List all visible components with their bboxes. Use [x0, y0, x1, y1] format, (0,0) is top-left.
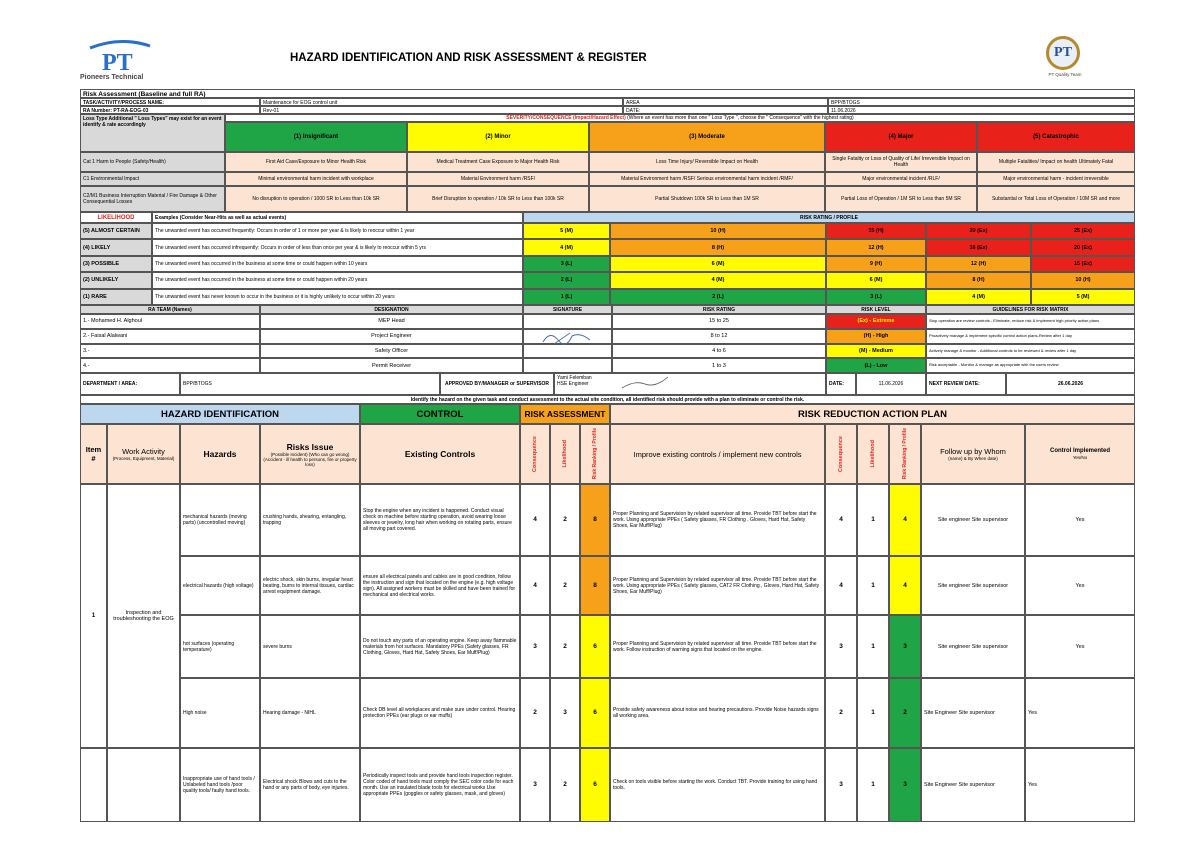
col-implemented-title: Control Implemented — [1049, 448, 1110, 454]
consequence-value: 2 — [520, 678, 550, 748]
col-risks-title: Risks Issue — [286, 441, 334, 452]
approver-name: Yami Felemban — [557, 375, 592, 381]
severity-cell: Single Fatality or Loss of Quality of Life/ Irreversible Impact on Health — [825, 152, 977, 172]
likelihood-value: 2 — [550, 615, 580, 678]
col-item: Item # — [80, 424, 107, 484]
severity-banner — [225, 114, 1135, 122]
item-number: 1 — [80, 484, 107, 748]
risk-guideline: Stop operation are review controls - Eliminate, reduce risk & implement high priority action plans — [926, 314, 1135, 329]
risk-rating-cell: 4 (M) — [523, 239, 610, 255]
likelihood-header: LIKELIHOOD — [80, 212, 152, 223]
section-risk-assessment: RISK ASSESSMENT — [520, 404, 610, 424]
severity-cell: Partial Shutdown 100k SR to Less than 1M SR — [589, 186, 825, 212]
quality-logo-text: PT — [1054, 45, 1072, 60]
severity-level: (1) Insignificant — [225, 122, 407, 152]
severity-cell: Partial Loss of Operation / 1M SR to Less than 5M SR — [825, 186, 977, 212]
risk-level: (M) - Medium — [826, 344, 926, 359]
likelihood-level: (3) POSSIBLE — [80, 256, 152, 272]
risk-guideline: Proactively manage & implement specific control action plans-Review after 1 day — [926, 329, 1135, 344]
risk-issue: Hearing damage - NIHL — [260, 678, 360, 748]
residual-likelihood: 1 — [857, 615, 889, 678]
residual-consequence: 4 — [825, 484, 857, 556]
risk-rating-cell: 2 (L) — [523, 272, 610, 288]
signature-mark — [540, 328, 595, 348]
item-number — [80, 748, 107, 822]
team-rating-header: RISK RATING — [612, 305, 826, 314]
col-existing: Existing Controls — [360, 424, 520, 484]
team-level-header: RISK LEVEL — [826, 305, 926, 314]
risk-rating-cell: 5 (M) — [1031, 289, 1135, 305]
loss-type-intro: Loss Type Additional " Loss Types" may exist for an event identify & rate accordingly — [80, 114, 225, 152]
consequence-value: 4 — [520, 484, 550, 556]
col-ranking-2 — [889, 424, 921, 484]
team-guide-header: GUIDELINES FOR RISK MATRIX — [926, 305, 1135, 314]
likelihood-desc: The unwanted event has occurred in the business at some time or could happen within 10 years — [152, 256, 523, 272]
quality-logo — [1046, 36, 1080, 70]
risk-issue: severe burns — [260, 615, 360, 678]
residual-consequence: 4 — [825, 556, 857, 615]
date-label: DATE: — [623, 106, 828, 114]
control-implemented: Yes — [1025, 748, 1135, 822]
team-member-designation: MEP Head — [260, 314, 523, 329]
severity-cell: Substantial or Total Loss of Operation / 10M SR and more — [977, 186, 1135, 212]
severity-cell: No disruption to operation / 1000 SR to Less than 10k SR — [225, 186, 407, 212]
review-label: NEXT REVIEW DATE: — [926, 373, 1006, 395]
residual-likelihood: 1 — [857, 556, 889, 615]
company-name: Pioneers Technical — [80, 74, 144, 81]
work-activity: Inspection and troubleshooting the EOG — [107, 484, 180, 748]
hazard-description: electrical hazards (high voltage) — [180, 556, 260, 615]
risk-rating-cell: 8 (H) — [610, 239, 826, 255]
severity-cell: Minimal environmental harm incident with workplace — [225, 172, 407, 186]
risk-rating-cell: 4 (M) — [926, 289, 1031, 305]
risk-ranking-value: 6 — [580, 615, 610, 678]
risk-rating-cell: 3 (L) — [523, 256, 610, 272]
team-desig-header: DESIGNATION — [260, 305, 523, 314]
improved-controls: Provide safety awareness about noise and hearing precautions. Provide Noise hazards signs all working area. — [610, 678, 825, 748]
existing-controls: Periodically inspect tools and provide hand tools inspection register. Color coded of hand tools must comply the SEC color code for each month. Use an insulated blade tools for electrical works Use appropriate PPEs (goggles or safety glasses, mask, and gloves) — [360, 748, 520, 822]
severity-cell: Loss Time Injury/ Reversible Impact on Health — [589, 152, 825, 172]
likelihood-examples-header: Examples (Consider Near-Hits as well as actual events) — [152, 212, 523, 223]
control-implemented: Yes — [1025, 678, 1135, 748]
severity-cell: Material Environment harm /RSF/ — [407, 172, 589, 186]
ra-rev: Rev-01 — [260, 106, 623, 114]
approval-date-value: 11.06.2026 — [856, 373, 926, 395]
risk-ranking-value: 6 — [580, 678, 610, 748]
col-risks-sub: (Possible Incident) (Who can go wrong) (Accident - ill health to persons, fire or property loss) — [263, 451, 357, 467]
approval-date-label: DATE: — [826, 373, 856, 395]
residual-consequence: 3 — [825, 748, 857, 822]
instruction-banner: Identify the hazard on the given task and conduct assessment to the actual site condition, all identified risk should provide with a plan to eliminate or control the risk. — [80, 395, 1135, 404]
likelihood-level: (4) LIKELY — [80, 239, 152, 255]
risk-rating-cell: 10 (H) — [1031, 272, 1135, 288]
team-member-name: 2.- Faisal Alalwani — [80, 329, 260, 344]
col-activity-title: Work Activity — [122, 446, 165, 456]
likelihood-level: (1) RARE — [80, 289, 152, 305]
section-hazard-id: HAZARD IDENTIFICATION — [80, 404, 360, 424]
existing-controls: Do not touch any parts of an operating engine. Keep away flammable materials from hot surfaces. Mandatory PPEs (Safety glasses, FR Clothing, Gloves, Hard Hat, Safety Shoes, Ear Muff/Plug) — [360, 615, 520, 678]
col-risks — [260, 424, 360, 484]
approver — [554, 373, 826, 395]
control-implemented: Yes — [1025, 615, 1135, 678]
date-value: 11.06.2026 — [828, 106, 1135, 114]
loss-type: Cat 1 Harm to People (Safety/Health) — [80, 152, 225, 172]
control-implemented: Yes — [1025, 484, 1135, 556]
risk-rating-cell: 12 (H) — [826, 239, 926, 255]
team-member-signature — [523, 314, 612, 329]
risk-rating-range: 1 to 3 — [612, 358, 826, 373]
risk-rating-cell: 25 (Ex) — [1031, 223, 1135, 239]
team-member-name: 1.- Mohamed H. Alghoul — [80, 314, 260, 329]
residual-ranking: 4 — [889, 556, 921, 615]
improved-controls: Check on tools visible before starting the work. Conduct TBT. Provide training for using hand tools. — [610, 748, 825, 822]
likelihood-level: (2) UNLIKELY — [80, 272, 152, 288]
severity-cell: Major environmental harm - incident irreversible — [977, 172, 1135, 186]
col-consequence-label: Consequence — [532, 435, 538, 473]
residual-consequence: 3 — [825, 615, 857, 678]
risk-rating-cell: 10 (H) — [610, 223, 826, 239]
work-activity — [107, 748, 180, 822]
existing-controls: Stop the engine when any incident is happened. Conduct visual check on machine before starting operation, avoid wearing loose sleeves or jewelry, long hair when working on rotating parts, ensure all moving part covered. — [360, 484, 520, 556]
severity-level: (4) Major — [825, 122, 977, 152]
team-member-designation: Project Engineer — [260, 329, 523, 344]
risk-issue: Electrical shock Blows and cuts to the hand or any parts of body, eye injuries. — [260, 748, 360, 822]
col-activity-sub: (Process, Equipment, Material) — [112, 455, 175, 461]
severity-cell: Multiple Fatalities/ Impact on health Ultimately Fatal — [977, 152, 1135, 172]
follow-up-by: Site Engineer Site supervisor — [921, 678, 1025, 748]
approver-role: HSE Engineer — [557, 381, 589, 387]
col-likelihood — [550, 424, 580, 484]
severity-cell: Material Environment harm /RSF/ Serious environmental harm incident /RMF/ — [589, 172, 825, 186]
severity-level: (5) Catastrophic — [977, 122, 1135, 152]
risk-rating-cell: 1 (L) — [523, 289, 610, 305]
col-followup-title: Follow up by Whom — [940, 446, 1006, 456]
col-activity — [107, 424, 180, 484]
dept-value: BPP/BTOGS — [180, 373, 440, 395]
col-likelihood-2-label: Likelihood — [870, 440, 876, 468]
risk-ranking-value: 8 — [580, 556, 610, 615]
risk-level: (L) - Low — [826, 358, 926, 373]
follow-up-by: Site engineer Site supervisor — [921, 556, 1025, 615]
company-short: PT — [102, 50, 133, 76]
likelihood-level: (5) ALMOST CERTAIN — [80, 223, 152, 239]
risk-profile-header: RISK RATING / PROFILE — [523, 212, 1135, 223]
page-title: HAZARD IDENTIFICATION AND RISK ASSESSMENT & REGISTER — [290, 52, 647, 64]
risk-level: (Ex) - Extreme — [826, 314, 926, 329]
section-control: CONTROL — [360, 404, 520, 424]
task-label: TASK/ACTIVITY/PROCESS NAME: — [80, 98, 260, 106]
risk-issue: electric shock, skin burns, irregular heart beating, burns to internal tissues, cardiac arrest equipment damage. — [260, 556, 360, 615]
existing-controls: ensure all electrical panels and cables are in good condition, follow the instruction and sign that located on the engine (e.g. high voltage sign). All assigned workers must be skilled and have been trained for mechanical and electrical works. — [360, 556, 520, 615]
residual-consequence: 2 — [825, 678, 857, 748]
residual-likelihood: 1 — [857, 484, 889, 556]
col-likelihood-2 — [857, 424, 889, 484]
team-name-header: RA TEAM (Names) — [80, 305, 260, 314]
loss-type: C1 Environmental Impact — [80, 172, 225, 186]
likelihood-desc: The unwanted event has occurred infrequently: Occurs in order of less than once per year & is likely to reoccur within 5 yrs — [152, 239, 523, 255]
risk-guideline: Actively manage & monitor - Additional controls to be reviewed & review after 1 day — [926, 344, 1135, 359]
area-value: BPP/BTOGS — [828, 98, 1135, 106]
risk-rating-cell: 4 (M) — [610, 272, 826, 288]
col-followup-sub: (name) & By When date) — [948, 455, 998, 461]
residual-likelihood: 1 — [857, 748, 889, 822]
review-value: 26.06.2026 — [1006, 373, 1135, 395]
hazard-description: hot surfaces (operating temperature) — [180, 615, 260, 678]
severity-cell: Major environmental incident /RLF/ — [825, 172, 977, 186]
risk-rating-cell: 16 (Ex) — [926, 239, 1031, 255]
improved-controls: Proper Planning and Supervision by related supervisor all time. Provide TBT before start the work. Using appropriate PPEs ( Safety glasses, FR Clothing , Gloves, Hard Hat, Safety Shoes, Ear Muff/Plug) — [610, 484, 825, 556]
risk-rating-cell: 2 (L) — [610, 289, 826, 305]
risk-rating-cell: 15 (H) — [826, 223, 926, 239]
residual-ranking: 4 — [889, 484, 921, 556]
likelihood-value: 2 — [550, 556, 580, 615]
col-likelihood-label: Likelihood — [562, 440, 568, 468]
risk-rating-cell: 20 (Ex) — [1031, 239, 1135, 255]
hazard-description: mechanical hazards (moving parts) (uncontrolled moving) — [180, 484, 260, 556]
ra-type: Risk Assessment (Baseline and full RA) — [80, 89, 1135, 98]
col-consequence-2 — [825, 424, 857, 484]
risk-rating-cell: 3 (L) — [826, 289, 926, 305]
risk-rating-range: 15 to 25 — [612, 314, 826, 329]
risk-ranking-value: 8 — [580, 484, 610, 556]
likelihood-value: 2 — [550, 748, 580, 822]
risk-guideline: Risk acceptable - Monitor & manage as appropriate with the users review — [926, 358, 1135, 373]
risk-rating-cell: 5 (M) — [523, 223, 610, 239]
consequence-value: 3 — [520, 615, 550, 678]
severity-level: (3) Moderate — [589, 122, 825, 152]
follow-up-by: Site engineer Site supervisor — [921, 615, 1025, 678]
col-followup — [921, 424, 1025, 484]
hazard-description: High noise — [180, 678, 260, 748]
team-member-signature — [523, 358, 612, 373]
col-hazards: Hazards — [180, 424, 260, 484]
risk-rating-cell: 20 (Ex) — [926, 223, 1031, 239]
dept-label: DEPARTMENT / AREA: — [80, 373, 180, 395]
severity-cell: First Aid Case/Exposure to Minor Health Risk — [225, 152, 407, 172]
loss-type: C2/M1 Business Interruption Material / Fire Damage & Other Consequential Losses — [80, 186, 225, 212]
risk-rating-cell: 12 (H) — [926, 256, 1031, 272]
risk-level: (H) - High — [826, 329, 926, 344]
team-sig-header: SIGNATURE — [523, 305, 612, 314]
follow-up-by: Site Engineer Site supervisor — [921, 748, 1025, 822]
section-reduction: RISK REDUCTION ACTION PLAN — [610, 404, 1135, 424]
risk-issue: crushing hands, shearing, entangling, trapping — [260, 484, 360, 556]
severity-cell: Medical Treatment Case Exposure to Major Health Risk — [407, 152, 589, 172]
col-implemented — [1025, 424, 1135, 484]
residual-likelihood: 1 — [857, 678, 889, 748]
team-member-name: 4.- — [80, 358, 260, 373]
consequence-value: 4 — [520, 556, 550, 615]
residual-ranking: 3 — [889, 615, 921, 678]
quality-caption: PT Quality Team — [1048, 72, 1082, 77]
likelihood-desc: The unwanted event has occurred frequently: Occurs in order of 1 or more per year & is likely to reoccur within 1 year — [152, 223, 523, 239]
col-implemented-sub: Yes/No — [1072, 455, 1088, 460]
col-ranking — [580, 424, 610, 484]
risk-ranking-value: 6 — [580, 748, 610, 822]
consequence-value: 3 — [520, 748, 550, 822]
col-ranking-label: Risk Ranking / Profile — [592, 428, 598, 480]
col-improve: Improve existing controls / implement new controls — [610, 424, 825, 484]
control-implemented: Yes — [1025, 556, 1135, 615]
likelihood-desc: The unwanted event has never known to occur in the business or it is highly unlikely to occur within 20 years — [152, 289, 523, 305]
col-consequence-2-label: Consequence — [838, 435, 844, 473]
hazard-description: Inappropriate use of hand tools / Unlabeled hand tools /poor quality tools/ faulty hand tools. — [180, 748, 260, 822]
risk-rating-cell: 9 (H) — [826, 256, 926, 272]
follow-up-by: Site engineer Site supervisor — [921, 484, 1025, 556]
residual-ranking: 2 — [889, 678, 921, 748]
team-member-designation: Safety Officer — [260, 344, 523, 359]
residual-ranking: 3 — [889, 748, 921, 822]
severity-level: (2) Minor — [407, 122, 589, 152]
severity-banner-note: (Where an event has more than one " Loss Type ", choose the " Consequence" with the highest rating) — [627, 115, 854, 121]
risk-rating-range: 8 to 12 — [612, 329, 826, 344]
ra-number: RA Number: PT-RA-EOG-03 — [80, 106, 260, 114]
risk-rating-cell: 6 (M) — [610, 256, 826, 272]
improved-controls: Proper Planning and Supervision by related supervisor all time. Provide TBT before start the work. Follow instruction of warning signs that located on the engine. — [610, 615, 825, 678]
existing-controls: Check DB level all workplaces and make sure under control. Hearing protection PPEs (ear plugs or ear muffs) — [360, 678, 520, 748]
severity-banner-title: SEVERITY/CONSEQUENCE (Impact/Hazard Effect) — [506, 115, 626, 121]
risk-rating-cell: 15 (Ex) — [1031, 256, 1135, 272]
approved-label: APPROVED BY/MANAGER or SUPERVISOR — [440, 373, 554, 395]
approver-signature — [620, 374, 670, 392]
risk-rating-range: 4 to 6 — [612, 344, 826, 359]
col-consequence — [520, 424, 550, 484]
team-member-name: 3.- — [80, 344, 260, 359]
task-value: Maintenance for EOG control unit — [260, 98, 623, 106]
team-member-designation: Permit Receiver — [260, 358, 523, 373]
area-label: AREA — [623, 98, 828, 106]
improved-controls: Proper Planning and Supervision by related supervisor all time. Provide TBT before start the work. Using appropriate PPEs ( Safety glasses, CAT2 FR Clothing , Gloves, Hard Hat, Safety Shoes, Ear Muff/Plug) — [610, 556, 825, 615]
col-ranking-2-label: Risk Ranking / Profile — [902, 428, 908, 480]
severity-cell: Brief Disruption to operation / 10k SR to Less than 100k SR — [407, 186, 589, 212]
likelihood-value: 2 — [550, 484, 580, 556]
likelihood-value: 3 — [550, 678, 580, 748]
likelihood-desc: The unwanted event has occurred in the business at some time or could happen within 20 years — [152, 272, 523, 288]
risk-rating-cell: 8 (H) — [926, 272, 1031, 288]
risk-rating-cell: 6 (M) — [826, 272, 926, 288]
